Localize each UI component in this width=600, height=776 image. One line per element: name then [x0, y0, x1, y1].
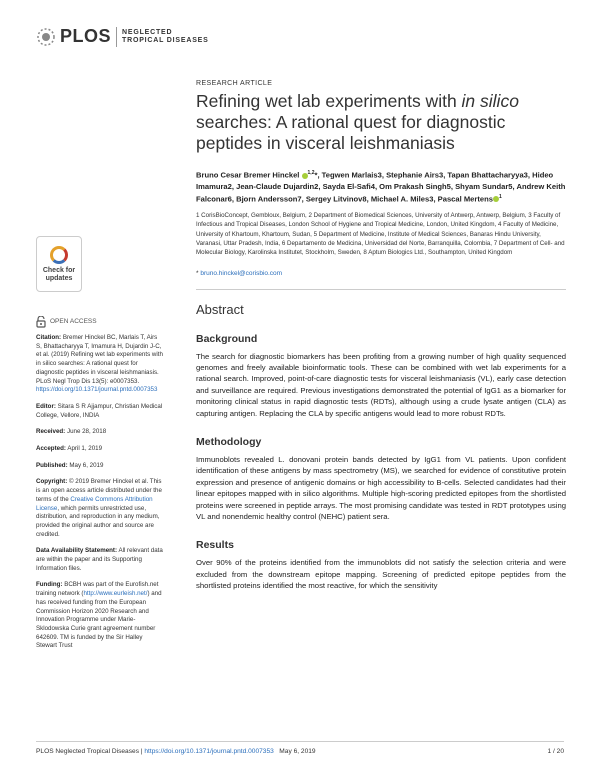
methodology-heading: Methodology — [196, 435, 262, 448]
email-link[interactable]: bruno.hinckel@corisbio.com — [200, 269, 283, 277]
plos-logo-icon — [36, 27, 56, 47]
author-list — [196, 168, 566, 204]
license-link[interactable]: Creative Commons Attribution License — [36, 495, 153, 512]
open-access-badge — [36, 316, 164, 328]
funding-link[interactable]: http://www.eurleish.net/ — [83, 590, 148, 598]
received-date: June 28, 2018 — [66, 428, 107, 436]
data-availability-block — [36, 547, 164, 573]
corresponding-email — [196, 270, 566, 277]
citation-block — [36, 334, 164, 395]
copyright-text: © 2019 Bremer Hinckel et al. This is an open access article distributed under the terms of the — [36, 478, 162, 503]
check-for-updates-button[interactable] — [36, 236, 82, 292]
received-block — [36, 428, 164, 437]
data-availability-text: All relevant data are within the paper and its Supporting Information files. — [36, 547, 163, 572]
logo-divider — [116, 27, 117, 47]
background-heading: Background — [196, 332, 258, 345]
title-italic: in silico — [461, 91, 519, 111]
accepted-block — [36, 445, 164, 454]
received-label: Received: — [36, 428, 66, 436]
published-label: Published: — [36, 461, 68, 469]
journal-name-line1: NEGLECTED — [122, 28, 173, 36]
results-heading: Results — [196, 539, 234, 552]
section-divider — [196, 289, 566, 290]
first-author[interactable]: Bruno Cesar Bremer Hinckel — [196, 170, 300, 180]
abstract-heading: Abstract — [196, 301, 244, 317]
journal-name-line2: TROPICAL DISEASES — [122, 36, 209, 44]
funding-text: BCBH was part of the Eurofish.net training network ( — [36, 581, 159, 598]
copyright-block — [36, 478, 164, 539]
page-number: 1 / 20 — [547, 748, 564, 755]
methodology-text: Immunoblots revealed L. donovani protein bands detected by IgG1 from VL patients. Upon confident identification of these antigens by mass spectrometry (MS), we searched for evidence of constitutive protein expression and presence of antigenic domains or high accessibility to B-cells. Selected candidates had their linear epitopes mapped with in silico algorithms. Multiple high-scoring predicted epitopes from the shortlisted proteins were screened in peptide arrays. The most promising candidate was tested in RDT prototypes using VL and nonendemic healthy control (NEHC) patient sera. — [196, 454, 566, 522]
funding-label: Funding: — [36, 581, 63, 589]
sidebar — [36, 236, 164, 659]
article-type: RESEARCH ARTICLE — [196, 80, 273, 87]
citation-label: Citation: — [36, 334, 62, 341]
footer-date: May 6, 2019 — [279, 748, 316, 755]
footer-journal: PLOS Neglected Tropical Diseases | — [36, 748, 145, 755]
corresponding-star: * — [196, 269, 199, 277]
title-text-1: Refining wet lab experiments with — [196, 91, 462, 111]
results-text: Over 90% of the proteins identified from the immunoblots did not satisfy the selection criteria and were excluded from the downstream epitope mapping. Screening of predicted epitope peptides from the shortlisted proteins identified the most reactive, for which the sensitivity — [196, 558, 566, 591]
funding-text-end: ) and has received funding from the European Commission Horizon 2020 Research and Innovation Programme under Marie-Sklodowska Curie grant agreement number 642609. TM is funded by the Sir Halley Stewart Trust — [36, 590, 162, 650]
affiliations: 1 CorisBioConcept, Gembloux, Belgium, 2 Department of Biomedical Sciences, University of Antwerp, Antwerp, Belgium, 3 Faculty of Infectious and Tropical Diseases, London School of Hygiene and Tropical Medicine, London, United Kingdom, 4 Faculty of Medicine, University of Khartoum, Khartoum, Sudan, 5 Department of Medicine, Institute of Medical Sciences, Banaras Hindu University, Varanasi, Uttar Pradesh, India, 6 Departamento de Medicina, Universidad del Norte, Barranquilla, Colombia, 7 Department of Cell- and Molecular Biology, Karolinska Institutet, Stockholm, Sweden, 8 Aptum Biologics Ltd., Southampton, United Kingdom — [196, 212, 565, 257]
copyright-label: Copyright: — [36, 478, 68, 486]
check-updates-label-1: Check for — [42, 267, 76, 274]
footer-citation — [36, 748, 316, 755]
editor-text: Sitara S R Ajjampur, Christian Medical College, Vellore, INDIA — [36, 402, 163, 419]
brand-name: PLOS — [60, 26, 112, 46]
published-date: May 6, 2019 — [69, 461, 104, 469]
accepted-label: Accepted: — [36, 445, 66, 453]
last-author-sup: 1 — [498, 193, 502, 200]
copyright-text-end: , which permits unrestricted use, distribution, and reproduction in any medium, provided the original author and source are credited. — [36, 504, 160, 538]
article-title — [196, 91, 566, 154]
accepted-date: April 1, 2019 — [67, 445, 103, 453]
author-affiliation-sup: 1,2 — [307, 170, 315, 176]
editor-label: Editor: — [36, 402, 56, 410]
open-access-label: OPEN ACCESS — [50, 317, 97, 325]
check-updates-label-2: updates — [45, 274, 73, 282]
funding-block — [36, 581, 164, 651]
main-content — [196, 80, 566, 609]
background-text: The search for diagnostic biomarkers has been profiting from a growing number of high quality sequenced genomes and freely available bioinformatic tools. These can be combined with wet lab experiments for a rational search. Improved, point-of-care diagnostic tests for visceral leishmaniasis (VL), early case detection and surveillance are required. Previous investigations demonstrated the potential of IgG1 as a biomarker for monitoring clinical status in rapid diagnostic tests (RDTs), although using a crude lysate antigen (CLA) as capturing antigen. Replacing the CLA by specific antigens would lead to more robust RDTs. — [196, 351, 566, 418]
open-lock-icon — [36, 316, 46, 328]
editor-block — [36, 403, 164, 420]
citation-text: Bremer Hinckel BC, Marlais T, Airs S, Bhattacharyya T, Imamura H, Dujardin J-C, et al. (2019) Refining wet lab experiments with in silico searches: A rational quest for diagnostic peptides in visceral leishmaniasis. PLoS Negl Trop Dis 13(5): e0007353. — [36, 334, 163, 385]
published-block — [36, 462, 164, 471]
check-updates-icon — [50, 246, 68, 264]
data-availability-label: Data Availability Statement: — [36, 547, 118, 555]
page-footer — [36, 741, 564, 755]
footer-doi-link[interactable]: https://doi.org/10.1371/journal.pntd.0007353 — [144, 748, 274, 755]
other-authors: *, Tegwen Marlais3, Stephanie Airs3, Tapan Bhattacharyya3, Hideo Imamura2, Jean-Claude Dujardin2, Sayda El-Safi4, Om Prakash Singh5, Shyam Sundar5, Andrew Keith Falconar6, Bjorn Andersson7, Sergey Litvinov8, Michael A. Miles3, Pascal Mertens — [196, 170, 566, 204]
journal-name — [122, 29, 209, 45]
plos-logo[interactable] — [36, 26, 209, 47]
title-text-2: searches: A rational quest for diagnostic peptides in visceral leishmaniasis — [196, 112, 506, 153]
citation-doi-link[interactable]: https://doi.org/10.1371/journal.pntd.0007353 — [36, 386, 158, 394]
